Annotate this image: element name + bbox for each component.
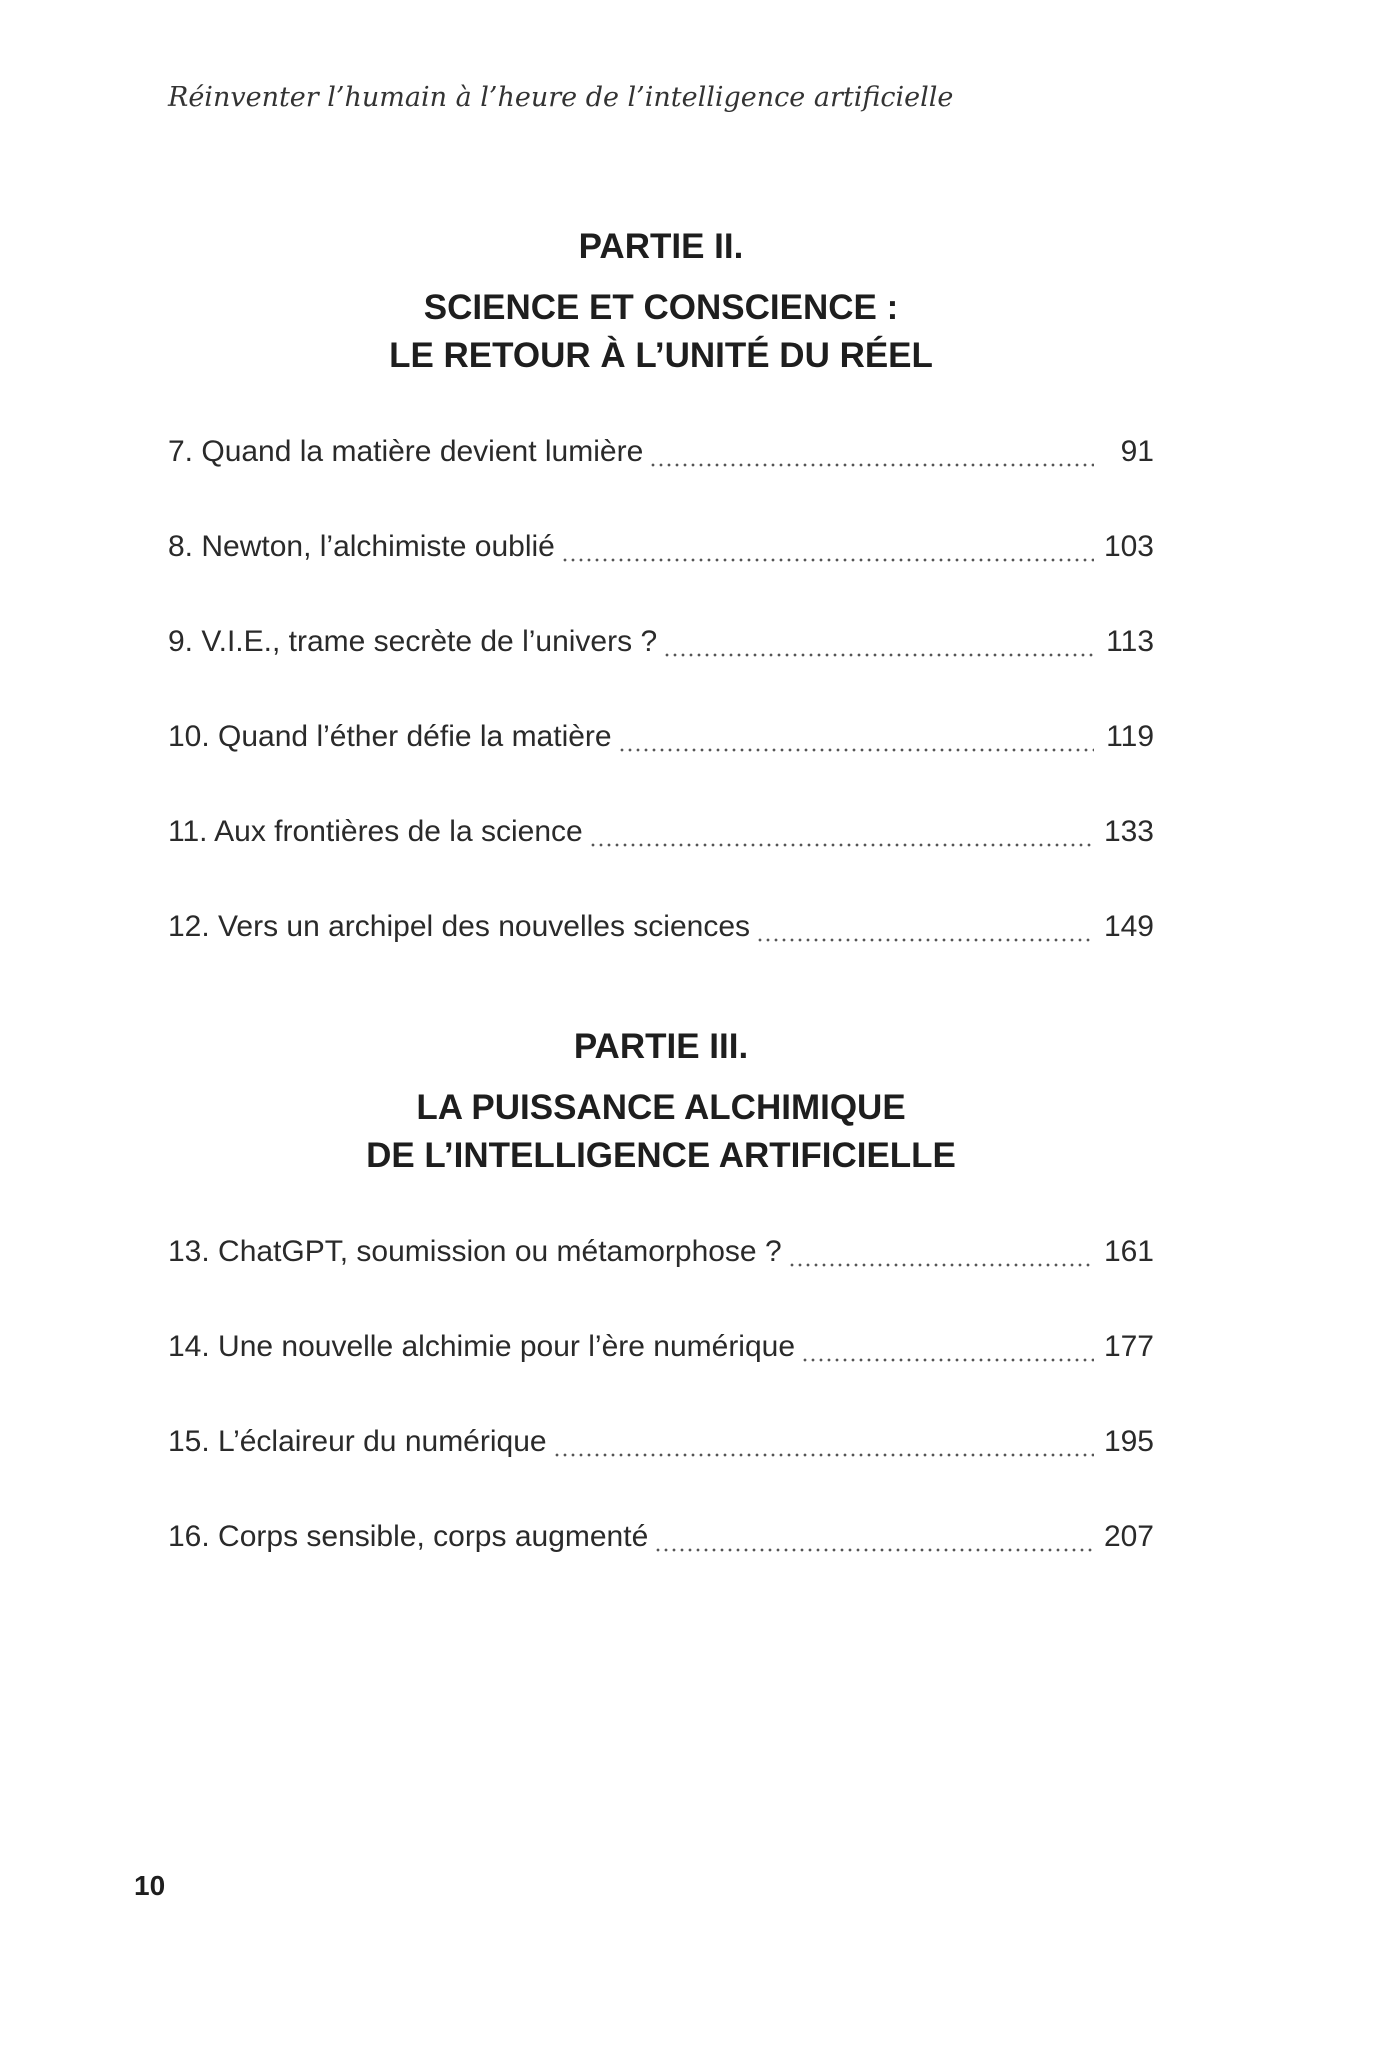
part-label: PARTIE II.	[578, 227, 744, 266]
running-header: Réinventer l’humain à l’heure de l’intelligence artificielle	[168, 82, 954, 113]
toc-entry[interactable]	[168, 812, 1154, 907]
toc-entry-page: 119	[1106, 720, 1154, 753]
toc-entry-page: 207	[1103, 1520, 1154, 1553]
dot-leader	[756, 907, 1094, 947]
toc-entry[interactable]	[168, 1232, 1154, 1327]
toc-entry-title: 12. Vers un archipel des nouvelles sciences	[168, 910, 751, 943]
toc-entry-title: 15. L’éclaireur du numérique	[168, 1425, 547, 1458]
dot-leader	[561, 527, 1094, 567]
dot-leader	[654, 1517, 1094, 1557]
toc-entry-title: 11. Aux frontières de la science	[168, 815, 583, 848]
part-title-line: DE L’INTELLIGENCE ARTIFICIELLE	[366, 1136, 956, 1175]
part-heading	[168, 222, 1154, 380]
dot-leader	[589, 812, 1094, 852]
toc-entry[interactable]	[168, 717, 1154, 812]
table-of-contents	[168, 432, 1154, 1002]
toc-entry-page: 113	[1106, 625, 1154, 658]
toc-entry[interactable]	[168, 527, 1154, 622]
toc-entry-title: 16. Corps sensible, corps augmenté	[168, 1520, 649, 1553]
dot-leader	[553, 1422, 1094, 1462]
toc-entry-page: 177	[1103, 1330, 1154, 1363]
part-title-line: LE RETOUR À L’UNITÉ DU RÉEL	[389, 336, 933, 375]
toc-entry-page: 161	[1103, 1235, 1154, 1268]
part-title-line: LA PUISSANCE ALCHIMIQUE	[416, 1088, 906, 1127]
dot-leader	[801, 1327, 1094, 1367]
toc-entry-page: 91	[1120, 435, 1154, 468]
toc-entry-page: 195	[1103, 1425, 1154, 1458]
dot-leader	[618, 717, 1094, 757]
toc-entry-page: 149	[1103, 910, 1154, 943]
page-number: 10	[134, 1870, 166, 1901]
toc-entry-title: 14. Une nouvelle alchimie pour l’ère numérique	[168, 1330, 796, 1363]
toc-entry[interactable]	[168, 1422, 1154, 1517]
dot-leader	[663, 622, 1094, 662]
toc-entry[interactable]	[168, 1327, 1154, 1422]
dot-leader	[788, 1232, 1094, 1272]
toc-entry-page: 103	[1103, 530, 1154, 563]
toc-entry-title: 7. Quand la matière devient lumière	[168, 435, 644, 468]
dot-leader	[649, 432, 1094, 472]
part-title-line: SCIENCE ET CONSCIENCE :	[423, 288, 899, 327]
part-label: PARTIE III.	[573, 1027, 749, 1066]
toc-entry-title: 9. V.I.E., trame secrète de l’univers ?	[168, 625, 658, 658]
toc-entry[interactable]	[168, 622, 1154, 717]
toc-entry[interactable]	[168, 907, 1154, 1002]
table-of-contents	[168, 1232, 1154, 1612]
toc-entry-title: 13. ChatGPT, soumission ou métamorphose ?	[168, 1235, 782, 1268]
toc-entry[interactable]	[168, 1517, 1154, 1612]
toc-entry-title: 8. Newton, l’alchimiste oublié	[168, 530, 555, 563]
toc-entry-title: 10. Quand l’éther défie la matière	[168, 720, 612, 753]
toc-entry-page: 133	[1103, 815, 1154, 848]
part-heading	[168, 1022, 1154, 1180]
toc-entry[interactable]	[168, 432, 1154, 527]
